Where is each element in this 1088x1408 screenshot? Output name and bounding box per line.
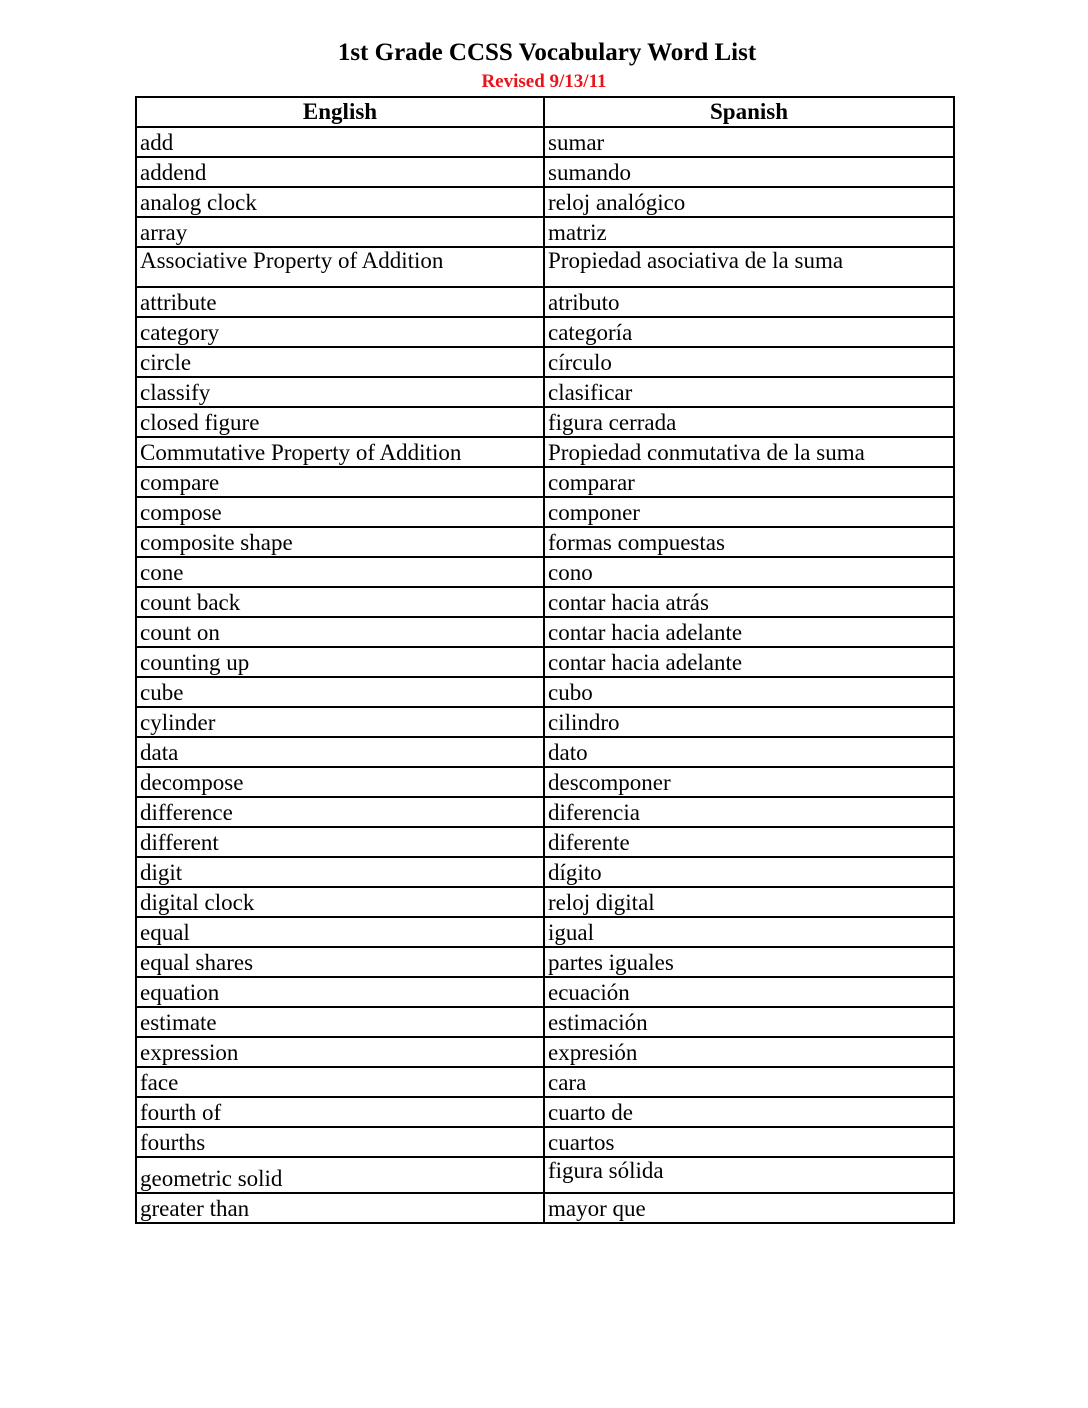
- spanish-term: mayor que: [544, 1193, 954, 1223]
- spanish-term: cubo: [544, 677, 954, 707]
- table-row: [136, 1097, 954, 1127]
- english-term: Associative Property of Addition: [136, 247, 544, 287]
- header-row: [136, 97, 954, 127]
- table-row: [136, 617, 954, 647]
- spanish-term: formas compuestas: [544, 527, 954, 557]
- spanish-term: expresión: [544, 1037, 954, 1067]
- spanish-term: matriz: [544, 217, 954, 247]
- spanish-term: cilindro: [544, 707, 954, 737]
- revision-date: Revised 9/13/11: [481, 71, 607, 92]
- english-term: Commutative Property of Addition: [136, 437, 544, 467]
- table-row: [136, 247, 954, 287]
- spanish-term: reloj digital: [544, 887, 954, 917]
- english-term: cylinder: [136, 707, 544, 737]
- english-term: greater than: [136, 1193, 544, 1223]
- table-row: [136, 437, 954, 467]
- table-row: [136, 347, 954, 377]
- english-term: equation: [136, 977, 544, 1007]
- spanish-term: figura cerrada: [544, 407, 954, 437]
- page-title: 1st Grade CCSS Vocabulary Word List: [337, 39, 757, 66]
- spanish-term: clasificar: [544, 377, 954, 407]
- english-term: data: [136, 737, 544, 767]
- spanish-term: componer: [544, 497, 954, 527]
- spanish-term: diferencia: [544, 797, 954, 827]
- table-row: [136, 857, 954, 887]
- table-row: [136, 187, 954, 217]
- english-term: composite shape: [136, 527, 544, 557]
- spanish-term: cuarto de: [544, 1097, 954, 1127]
- table-row: [136, 887, 954, 917]
- vocabulary-table: [135, 96, 955, 1224]
- spanish-term: contar hacia adelante: [544, 647, 954, 677]
- table-body: [136, 127, 954, 1223]
- english-term: geometric solid: [136, 1157, 544, 1193]
- spanish-term: igual: [544, 917, 954, 947]
- table-row: [136, 467, 954, 497]
- spanish-term: comparar: [544, 467, 954, 497]
- column-header-spanish: Spanish: [544, 97, 954, 127]
- table-row: [136, 287, 954, 317]
- table-row: [136, 1007, 954, 1037]
- english-term: attribute: [136, 287, 544, 317]
- table-row: [136, 377, 954, 407]
- spanish-term: descomponer: [544, 767, 954, 797]
- spanish-term: cono: [544, 557, 954, 587]
- table-row: [136, 707, 954, 737]
- english-term: compare: [136, 467, 544, 497]
- table-row: [136, 587, 954, 617]
- column-header-english: English: [136, 97, 544, 127]
- table-row: [136, 1157, 954, 1193]
- english-term: digital clock: [136, 887, 544, 917]
- table-row: [136, 407, 954, 437]
- table-row: [136, 157, 954, 187]
- english-term: compose: [136, 497, 544, 527]
- table-row: [136, 947, 954, 977]
- table-row: [136, 1193, 954, 1223]
- table-row: [136, 557, 954, 587]
- table-row: [136, 217, 954, 247]
- table-row: [136, 737, 954, 767]
- english-term: equal: [136, 917, 544, 947]
- spanish-term: partes iguales: [544, 947, 954, 977]
- table-row: [136, 677, 954, 707]
- table-row: [136, 827, 954, 857]
- spanish-term: ecuación: [544, 977, 954, 1007]
- spanish-term: reloj analógico: [544, 187, 954, 217]
- english-term: fourths: [136, 1127, 544, 1157]
- table-row: [136, 527, 954, 557]
- spanish-term: sumar: [544, 127, 954, 157]
- spanish-term: sumando: [544, 157, 954, 187]
- spanish-term: estimación: [544, 1007, 954, 1037]
- spanish-term: diferente: [544, 827, 954, 857]
- table-row: [136, 127, 954, 157]
- spanish-term: Propiedad asociativa de la suma: [544, 247, 954, 287]
- spanish-term: dígito: [544, 857, 954, 887]
- english-term: decompose: [136, 767, 544, 797]
- table-row: [136, 917, 954, 947]
- table-row: [136, 317, 954, 347]
- english-term: circle: [136, 347, 544, 377]
- english-term: addend: [136, 157, 544, 187]
- spanish-term: categoría: [544, 317, 954, 347]
- spanish-term: figura sólida: [544, 1157, 954, 1193]
- english-term: different: [136, 827, 544, 857]
- english-term: array: [136, 217, 544, 247]
- spanish-term: Propiedad conmutativa de la suma: [544, 437, 954, 467]
- table-row: [136, 647, 954, 677]
- english-term: count on: [136, 617, 544, 647]
- english-term: fourth of: [136, 1097, 544, 1127]
- spanish-term: dato: [544, 737, 954, 767]
- spanish-term: cuartos: [544, 1127, 954, 1157]
- english-term: counting up: [136, 647, 544, 677]
- spanish-term: cara: [544, 1067, 954, 1097]
- english-term: expression: [136, 1037, 544, 1067]
- english-term: digit: [136, 857, 544, 887]
- english-term: estimate: [136, 1007, 544, 1037]
- english-term: category: [136, 317, 544, 347]
- english-term: cube: [136, 677, 544, 707]
- table-row: [136, 977, 954, 1007]
- table-row: [136, 1037, 954, 1067]
- spanish-term: contar hacia atrás: [544, 587, 954, 617]
- table-row: [136, 797, 954, 827]
- table-row: [136, 1067, 954, 1097]
- table-row: [136, 1127, 954, 1157]
- english-term: count back: [136, 587, 544, 617]
- english-term: analog clock: [136, 187, 544, 217]
- english-term: equal shares: [136, 947, 544, 977]
- table-row: [136, 767, 954, 797]
- english-term: face: [136, 1067, 544, 1097]
- spanish-term: círculo: [544, 347, 954, 377]
- table-row: [136, 497, 954, 527]
- english-term: closed figure: [136, 407, 544, 437]
- english-term: classify: [136, 377, 544, 407]
- english-term: cone: [136, 557, 544, 587]
- spanish-term: atributo: [544, 287, 954, 317]
- english-term: difference: [136, 797, 544, 827]
- spanish-term: contar hacia adelante: [544, 617, 954, 647]
- english-term: add: [136, 127, 544, 157]
